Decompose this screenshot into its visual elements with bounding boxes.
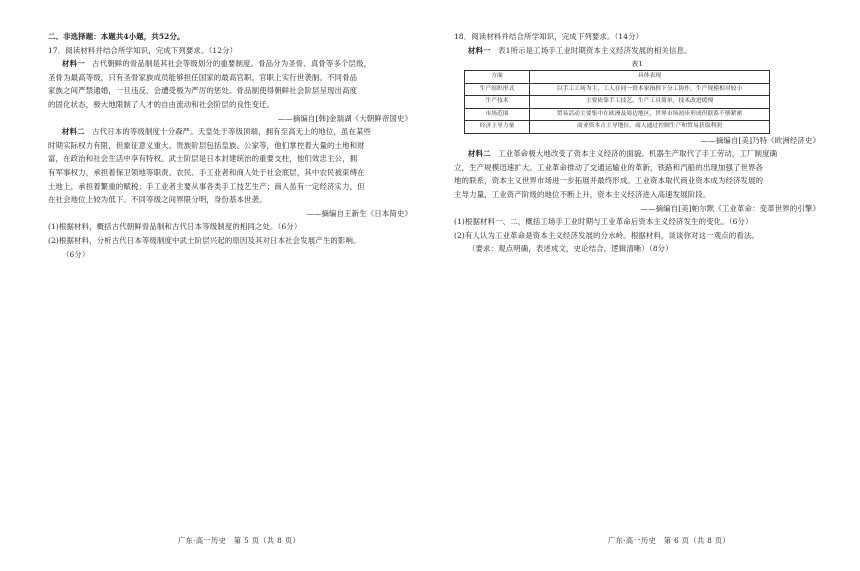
table-cell-aspect: 生产技术 [465, 96, 530, 109]
q17-material-2-line: 在社会地位上较为低下。不同等级之间界限分明，身份基本世袭。 [48, 195, 267, 205]
table-cell-detail: 商业资本占主导地位，商人通过控制生产和贸易获取利润 [530, 121, 770, 134]
question-18-heading: 18．阅读材料并结合所学知识，完成下列要求。（14分） [454, 32, 644, 41]
q17-material-1-line: 家族之间严禁通婚，一旦违反，会遭受极为严厉的惩处。骨品制使得朝鲜社会阶层呈现出高度 [48, 86, 358, 96]
q17-material-1-line: 的固化状态，极大地限制了人才的自由流动和社会阶层的良性变迁。 [48, 99, 275, 109]
q17-sub-question-1: (1)根据材料，概括古代朝鲜骨品制和古代日本等级制度的相同之处。（6分） [48, 222, 302, 232]
table-header-row [465, 71, 770, 84]
material-2-label: 材料二 [62, 127, 85, 137]
q18-sub-question-2: (2)有人认为工业革命是资本主义经济发展的分水岭。根据材料，谈谈你对这一观点的看法。 [454, 230, 760, 240]
table-row [465, 108, 770, 121]
q17-material-1-line [48, 57, 412, 71]
table-cell-detail: 以手工工场为主，工人在同一资本家指挥下分工协作，生产规模相对较小 [530, 83, 770, 96]
q17-material-2-line [48, 125, 412, 139]
table-row [465, 96, 770, 109]
q17-material-2-citation: ——摘编自王新生《日本简史》 [306, 208, 412, 218]
left-page-footer: 广东·高一历史 第 5 页（共 8 页） [178, 536, 301, 545]
material-1-text: 古代朝鲜的骨品制是其社会等级划分的重要制度。骨品分为圣骨、真骨等多个层级， [92, 59, 372, 69]
q18-material-2-line: 立，生产规模迅速扩大。工业革命推动了交通运输业的革新，铁路和汽船的出现加强了世界各 [454, 162, 764, 172]
table-cell-detail: 主要依靠手工技艺，生产工具简单，技术改进缓慢 [530, 96, 770, 109]
table-row [465, 83, 770, 96]
q17-material-1-citation: ——摘编自[韩]金瑞湖《大朝鲜帝国史》 [277, 113, 412, 123]
q17-material-2-line: 时期实际权力有限，但象征意义重大。贵族阶层包括皇族、公家等，他们掌控着大量的土地和财 [48, 140, 365, 150]
right-page [430, 0, 860, 571]
material-2-label: 材料二 [468, 149, 491, 159]
q17-material-2-line: 富，在政治和社会生活中享有特权。武士阶层是日本封建统治的重要支柱，他们效忠主公，拥 [48, 154, 358, 164]
q18-material-1-citation: ——摘编自[美]乃特《欧洲经济史》 [700, 135, 820, 145]
q18-material-2-line [454, 147, 820, 161]
table-header-cell: 方面 [465, 71, 530, 84]
q17-material-2-line: 土地上，承担着繁重的赋税；手工业者主要从事各类手工技艺生产；商人虽有一定经济实力，但 [48, 181, 365, 191]
material-1-label: 材料一 [62, 59, 85, 69]
q18-material-2-line: 地的联系，资本主义世界市场进一步拓展并最终形成。工业资本取代商业资本成为经济发展的 [454, 176, 764, 186]
q18-material-1-line [454, 44, 820, 58]
q18-material-2-line: 主导力量，工业资产阶级的地位不断上升，资本主义经济进入高速发展阶段。 [454, 190, 711, 200]
q18-sub-question-1: (1)根据材料一、二，概括工场手工业时期与工业革命后资本主义经济发生的变化。（6分） [454, 217, 753, 227]
material-1-text: 表1所示是工场手工业时期资本主义经济发展的相关信息。 [498, 45, 692, 55]
q17-sub-question-2: (2)根据材料，分析古代日本等级制度中武士阶层兴起的原因及其对日本社会发展产生的影响。 [48, 235, 361, 245]
table-caption: 表1 [631, 60, 643, 69]
material-1-label: 材料一 [468, 45, 491, 55]
q17-material-2-line: 有军事权力，承担着保卫领地等职责。农民、手工业者和商人处于社会底层，其中农民被束缚在 [48, 167, 365, 177]
economy-table [464, 70, 770, 134]
q18-material-2-citation: ——摘编自[美]帕尔默《工业革命：变革世界的引擎》 [640, 203, 820, 213]
material-2-text: 工业革命极大地改变了资本主义经济的面貌。机器生产取代了手工劳动，工厂制度确 [498, 149, 778, 159]
table-cell-aspect: 市场范围 [465, 108, 530, 121]
q18-sub-question-2-requirements: （要求：观点明确，表述成文，史论结合，逻辑清晰）（8分） [468, 244, 673, 254]
section-heading: 二、非选择题：本题共4小题，共52分。 [48, 32, 185, 41]
material-2-text: 古代日本的等级制度十分森严。天皇处于等级顶端，拥有至高无上的地位，虽在某些 [92, 127, 372, 137]
table-cell-detail: 贸易活动主要集中在欧洲及周边地区，世界市场初步形成但联系不够紧密 [530, 108, 770, 121]
q17-sub-question-2-points: （6分） [62, 249, 90, 259]
table-header-cell: 具体表现 [530, 71, 770, 84]
table-cell-aspect: 生产组织形式 [465, 83, 530, 96]
right-page-footer: 广东·高一历史 第 6 页（共 8 页） [608, 536, 731, 545]
table-row [465, 121, 770, 134]
table-cell-aspect: 经济主导力量 [465, 121, 530, 134]
question-17-heading: 17．阅读材料并结合所学知识，完成下列要求。（12分） [48, 45, 238, 55]
q17-material-1-line: 圣骨为最高等级，只有圣骨家族成员能够担任国家的最高官职。官职上实行世袭制。不同骨品 [48, 72, 358, 82]
